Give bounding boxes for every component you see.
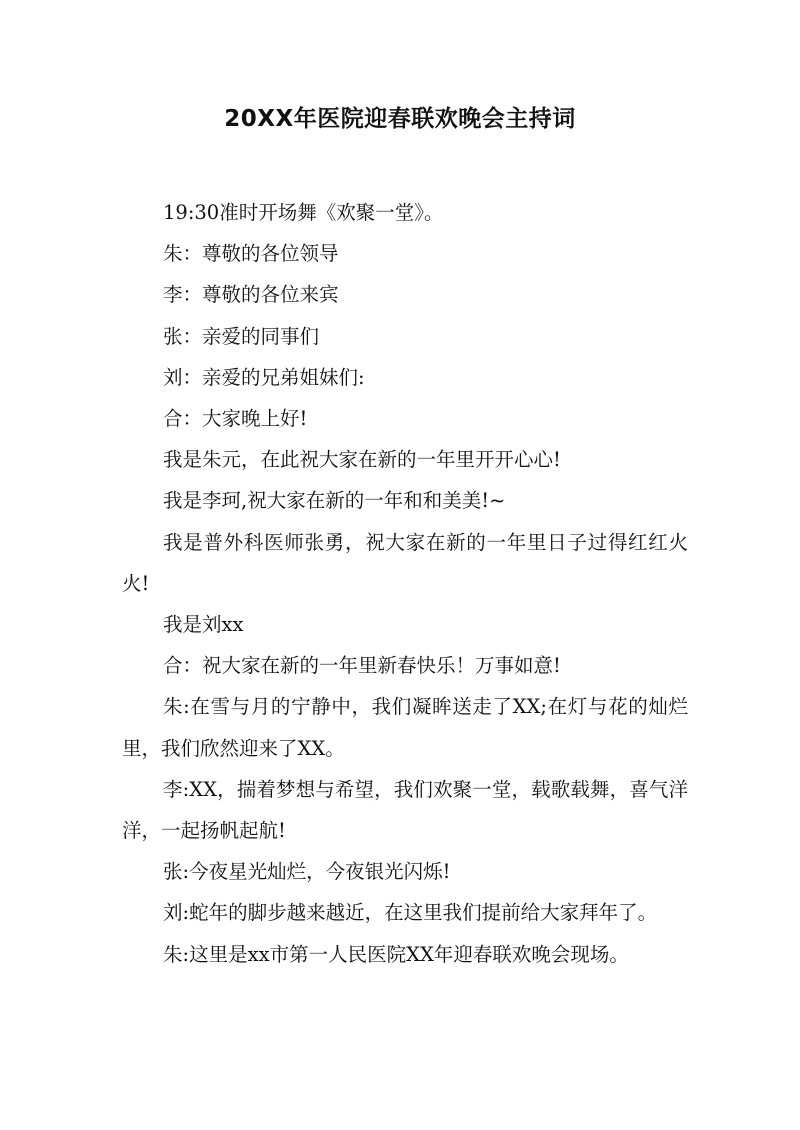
- paragraph-zhang-intro: 我是普外科医师张勇，祝大家在新的一年里日子过得红红火火!: [122, 530, 688, 595]
- paragraph-liu-greeting: 刘：亲爱的兄弟姐妹们:: [163, 365, 365, 389]
- paragraph-zhu-intro: 我是朱元，在此祝大家在新的一年里开开心心!: [163, 448, 561, 472]
- paragraph-zhu-venue: 朱:这里是xx市第一人民医院XX年迎春联欢晚会现场。: [163, 942, 629, 966]
- paragraph-zhang-greeting: 张：亲爱的同事们: [163, 324, 320, 348]
- paragraph-li-speech: 李:XX，揣着梦想与希望，我们欢聚一堂，载歌载舞，喜气洋洋，一起扬帆起航!: [122, 777, 688, 843]
- paragraph-opening: 19:30准时开场舞《欢聚一堂》。: [163, 201, 444, 224]
- paragraph-liu-speech: 刘:蛇年的脚步越来越近，在这里我们提前给大家拜年了。: [163, 901, 658, 925]
- paragraph-liu-intro: 我是刘xx: [163, 613, 244, 637]
- paragraph-li-intro: 我是李珂,祝大家在新的一年和和美美!~: [163, 489, 506, 513]
- document-body: [122, 192, 688, 975]
- paragraph-together-wish: 合：祝大家在新的一年里新春快乐！万事如意!: [163, 654, 561, 678]
- paragraph-zhu-greeting: 朱：尊敬的各位领导: [163, 242, 339, 266]
- document-title: 20XX年医院迎春联欢晚会主持词: [224, 106, 576, 132]
- paragraph-together-greeting: 合：大家晚上好!: [163, 407, 308, 431]
- paragraph-zhang-speech: 张:今夜星光灿烂，今夜银光闪烁!: [163, 860, 451, 884]
- paragraph-li-greeting: 李：尊敬的各位来宾: [163, 283, 339, 307]
- paragraph-zhu-speech: 朱:在雪与月的宁静中，我们凝眸送走了XX;在灯与花的灿烂里，我们欣然迎来了XX。: [122, 695, 688, 760]
